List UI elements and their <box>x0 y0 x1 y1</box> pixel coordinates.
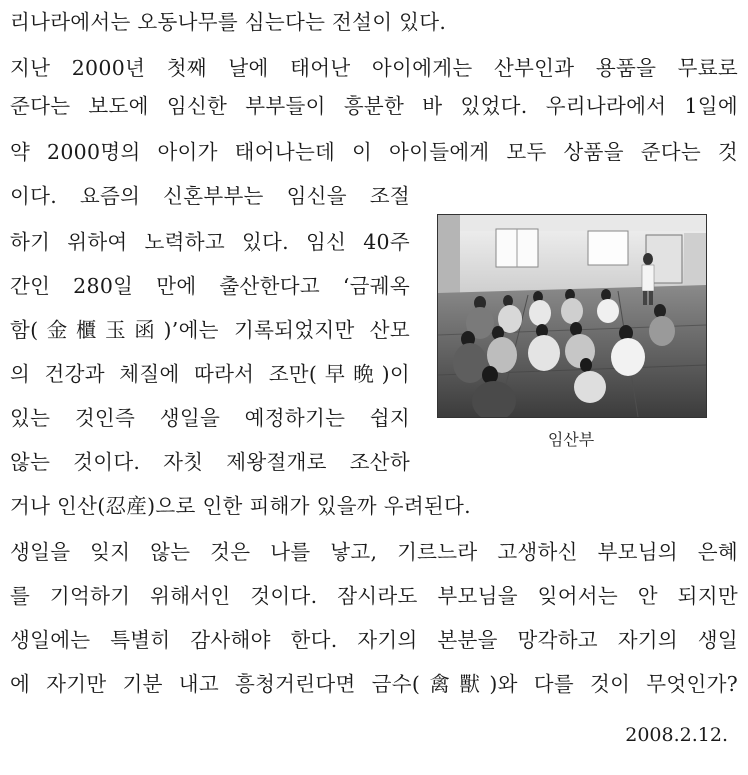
text-line: 의 건강과 체질에 따라서 조만(早晩)이 <box>10 362 410 386</box>
text-line: 거나 인산(忍産)으로 인한 피해가 있을까 우려된다. <box>10 494 471 518</box>
text-line: 를 기억하기 위해서인 것이다. 잠시라도 부모님을 잊어서는 안 되지만 <box>10 584 738 608</box>
text-line: 지난 2000년 첫째 날에 태어난 아이에게는 산부인과 용품을 무료로 <box>10 56 738 80</box>
text-line: 생일을 잊지 않는 것은 나를 낳고, 기르느라 고생하신 부모님의 은혜 <box>10 540 738 564</box>
text-line: 에 자기만 기분 내고 흥청거린다면 금수(禽獸)와 다를 것이 무엇인가? <box>10 672 738 696</box>
text-line: 리나라에서는 오동나무를 심는다는 전설이 있다. <box>10 10 447 34</box>
photo-image <box>438 215 706 417</box>
text-line: 약 2000명의 아이가 태어나는데 이 아이들에게 모두 상품을 준다는 것 <box>10 140 738 164</box>
text-line: 함(金櫃玉函)’에는 기록되었지만 산모 <box>10 318 410 342</box>
article-date: 2008.2.12. <box>625 724 728 746</box>
text-line: 간인 280일 만에 출산한다고 ‘금궤옥 <box>10 274 410 298</box>
photo-caption: 임산부 <box>547 430 595 449</box>
text-line: 하기 위하여 노력하고 있다. 임신 40주 <box>10 230 410 254</box>
text-line: 이다. 요즘의 신혼부부는 임신을 조절 <box>10 184 410 208</box>
text-line: 않는 것이다. 자칫 제왕절개로 조산하 <box>10 450 410 474</box>
text-line: 준다는 보도에 임신한 부부들이 흥분한 바 있었다. 우리나라에서 1일에 <box>10 94 738 118</box>
text-line: 생일에는 특별히 감사해야 한다. 자기의 본분을 망각하고 자기의 생일 <box>10 628 738 652</box>
text-line: 있는 것인즉 생일을 예정하기는 쉽지 <box>10 406 410 430</box>
photo-pregnant-women-class <box>437 214 707 418</box>
